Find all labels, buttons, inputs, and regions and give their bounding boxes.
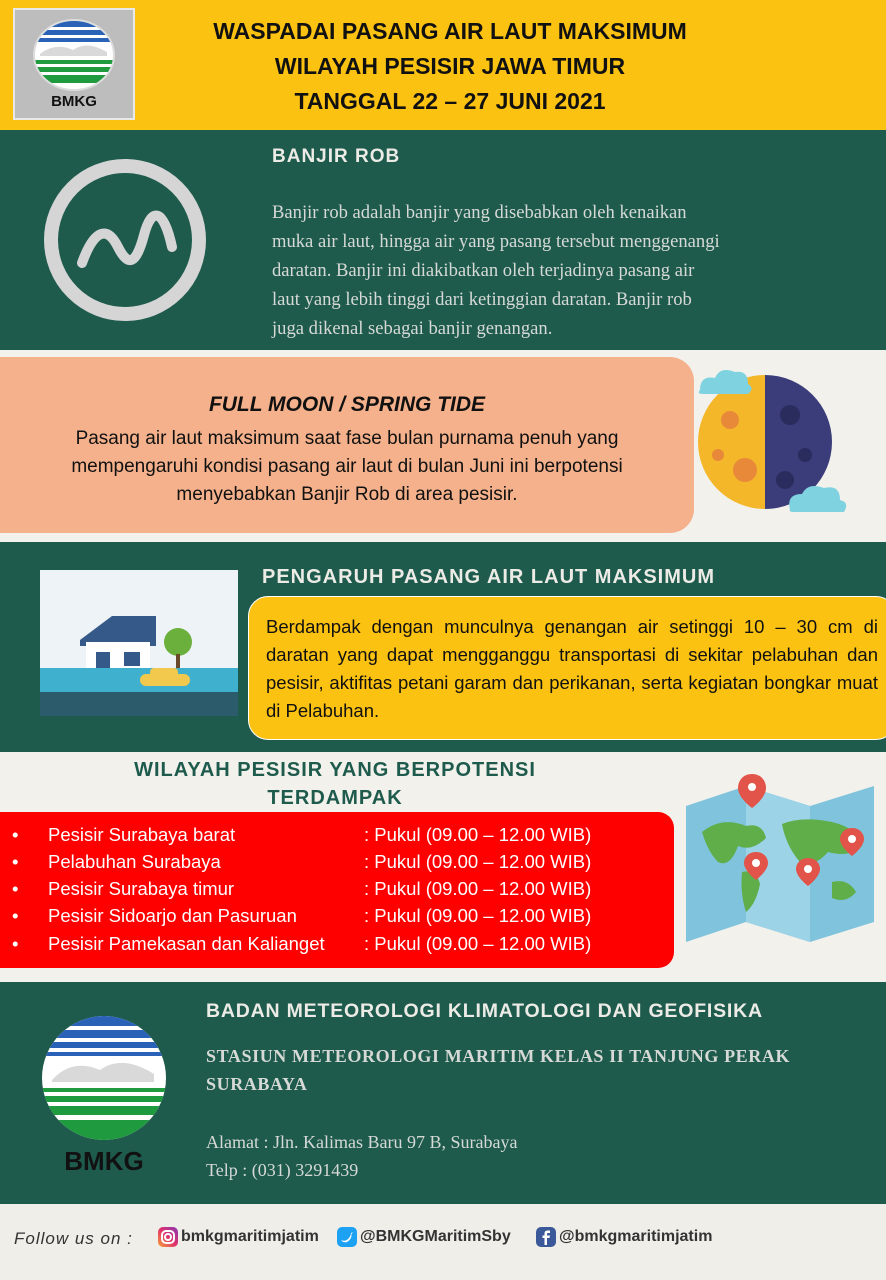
- bmkg-emblem-icon: [15, 10, 133, 118]
- region-time: : Pukul (09.00 – 12.00 WIB): [364, 824, 592, 845]
- rob-line: laut yang lebih tinggi dari ketinggian daratan. Banjir rob: [272, 289, 692, 310]
- station-line: SURABAYA: [206, 1074, 308, 1094]
- banjir-rob-description: [272, 198, 852, 343]
- bullet: •: [12, 905, 19, 926]
- region-time: : Pukul (09.00 – 12.00 WIB): [364, 851, 592, 872]
- region-list-item: [0, 933, 674, 960]
- affected-region-title: [70, 756, 600, 812]
- wave-circle-icon: [40, 155, 210, 325]
- region-list-item: [0, 824, 674, 851]
- follow-us-label: Follow us on :: [14, 1229, 133, 1248]
- rob-line: muka air laut, hingga air yang pasang tersebut menggenangi: [272, 231, 720, 252]
- moon-line: mempengaruhi kondisi pasang air laut di bulan Juni ini berpotensi: [71, 456, 623, 477]
- twitter-icon: [337, 1227, 357, 1247]
- region-time: : Pukul (09.00 – 12.00 WIB): [364, 905, 592, 926]
- affected-region-card: [0, 812, 674, 968]
- title-line-1: WASPADAI PASANG AIR LAUT MAKSIMUM: [213, 18, 687, 44]
- organization-name: BADAN METEOROLOGI KLIMATOLOGI DAN GEOFISIKA: [206, 1000, 763, 1022]
- title-line-3: TANGGAL 22 – 27 JUNI 2021: [294, 88, 606, 114]
- bullet: •: [12, 878, 19, 899]
- banjir-rob-title: BANJIR ROB: [272, 146, 401, 167]
- facebook-handle: @bmkgmaritimjatim: [559, 1228, 713, 1245]
- region-list-item: [0, 905, 674, 932]
- flooded-house-icon: [40, 570, 238, 716]
- bullet: •: [12, 851, 19, 872]
- impact-description: Berdampak dengan munculnya genangan air setinggi 10 – 30 cm di daratan yang dapat mengganggu transportasi di sekitar pelabuhan dan pesisir, aktifitas petani garam dan perikanan, serta kegiatan bongkar muat di Pelabuhan.: [266, 616, 878, 721]
- full-moon-title: FULL MOON / SPRING TIDE: [208, 393, 486, 416]
- moon-line: Pasang air laut maksimum saat fase bulan purnama penuh yang: [75, 428, 619, 449]
- facebook-icon: [536, 1227, 556, 1247]
- twitter-link[interactable]: [337, 1227, 511, 1251]
- impact-title: PENGARUH PASANG AIR LAUT MAKSIMUM: [262, 566, 715, 588]
- region-time: : Pukul (09.00 – 12.00 WIB): [364, 933, 592, 954]
- region-list-item: [0, 878, 674, 905]
- world-map-pins-icon: [682, 772, 878, 948]
- region-place: Pelabuhan Surabaya: [48, 851, 221, 872]
- instagram-icon: [158, 1227, 178, 1247]
- page-title: [150, 14, 750, 119]
- bmkg-logo-label: BMKG: [64, 1146, 144, 1176]
- rob-line: Banjir rob adalah banjir yang disebabkan oleh kenaikan: [272, 202, 687, 223]
- station-line: STASIUN METEOROLOGI MARITIM KELAS II TANJUNG PERAK: [206, 1046, 791, 1066]
- title-line-2: WILAYAH PESISIR JAWA TIMUR: [274, 53, 626, 79]
- half-moon-icon: [690, 360, 880, 530]
- rob-line: juga dikenal sebagai banjir genangan.: [272, 318, 553, 339]
- twitter-handle: @BMKGMaritimSby: [360, 1228, 511, 1245]
- rob-line: daratan. Banjir ini diakibatkan oleh terjadinya pasang air: [272, 260, 695, 281]
- instagram-handle: bmkgmaritimjatim: [181, 1228, 319, 1245]
- instagram-link[interactable]: [158, 1227, 319, 1251]
- facebook-link[interactable]: [536, 1227, 712, 1251]
- region-title-line: WILAYAH PESISIR YANG BERPOTENSI: [134, 759, 536, 781]
- moon-line: menyebabkan Banjir Rob di area pesisir.: [176, 484, 518, 505]
- region-list-item: [0, 851, 674, 878]
- bullet: •: [12, 933, 19, 954]
- region-place: Pesisir Sidoarjo dan Pasuruan: [48, 905, 297, 926]
- full-moon-description: [20, 425, 674, 509]
- bullet: •: [12, 824, 19, 845]
- bmkg-logo-small: [13, 8, 135, 120]
- svg-text:BMKG: BMKG: [51, 93, 97, 110]
- bmkg-emblem-large-icon: [36, 1010, 172, 1148]
- contact-info: [206, 1128, 517, 1184]
- region-place: Pesisir Surabaya barat: [48, 824, 236, 845]
- address-text: Alamat : Jln. Kalimas Baru 97 B, Surabaya: [206, 1132, 518, 1152]
- region-place: Pesisir Pamekasan dan Kalianget: [48, 933, 325, 954]
- region-title-line: TERDAMPAK: [267, 787, 403, 809]
- region-place: Pesisir Surabaya timur: [48, 878, 235, 899]
- region-time: : Pukul (09.00 – 12.00 WIB): [364, 878, 592, 899]
- phone-text: Telp : (031) 3291439: [206, 1160, 359, 1180]
- station-name: [206, 1042, 866, 1098]
